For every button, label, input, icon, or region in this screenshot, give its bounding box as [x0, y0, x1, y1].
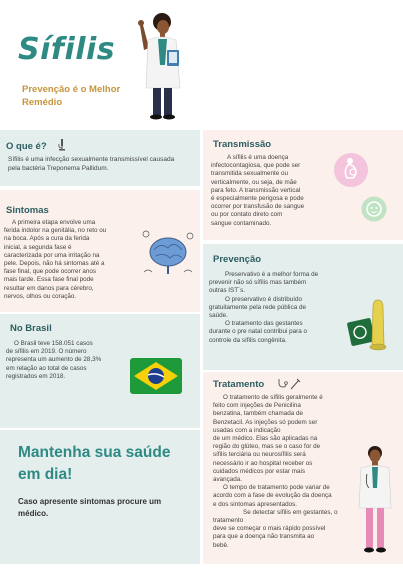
treatment-line: acordo com a fase de evolução da doença — [213, 492, 332, 500]
treatment-line: feito com injeções de Penicilina — [213, 402, 301, 410]
transmission-line: ou por contato direto com — [211, 211, 283, 219]
microscope-icon — [58, 139, 66, 151]
transmission-line: ocorrer por transfusão de sangue — [211, 203, 305, 211]
transmission-line: infectocontagiosa, que pode ser — [211, 162, 301, 170]
symptoms-body — [4, 219, 146, 301]
prevention-line: prevenir não só sífilis mas também — [209, 279, 307, 287]
what-is-title: O que é? — [6, 141, 47, 152]
brazil-card — [0, 314, 200, 428]
transmission-title: Transmissão — [213, 139, 272, 150]
symptoms-title: Sintomas — [6, 205, 49, 216]
treatment-line: cuidados médicos por estar mais — [213, 467, 306, 475]
prevention-body — [209, 271, 347, 345]
prevention-line: outras IST´s. — [209, 287, 246, 295]
brain-illustration — [140, 228, 196, 280]
symptoms-line: inicial, a segunda fase é — [4, 243, 72, 251]
treatment-line: O tempo de tratamento pode variar de — [223, 484, 330, 492]
prevention-line: controle da sífilis congênita. — [209, 336, 287, 344]
page-subtitle: Prevenção é o Melhor Remédio — [22, 84, 121, 108]
condom-illustration — [347, 298, 391, 354]
symptoms-card — [0, 190, 200, 312]
what-is-card — [0, 130, 200, 186]
doctor-standing-illustration — [355, 444, 395, 558]
symptoms-line: nervos, olhos ou coração. — [4, 292, 77, 300]
treatment-line: região do glúteo, mas se o caso for de — [213, 443, 321, 451]
transmission-line: para feto. A transmissão vertical — [211, 186, 301, 194]
stethoscope-syringe-icon — [277, 378, 301, 390]
treatment-line: Benzetacil. As injeções só podem ser — [213, 418, 318, 426]
transmission-body — [211, 154, 341, 228]
prevention-title: Prevenção — [213, 254, 262, 265]
brazil-line: registrados em 2018. — [6, 372, 66, 380]
brazil-title: No Brasil — [10, 323, 52, 334]
treatment-line: sífilis terciária ou neurosífilis será — [213, 451, 306, 459]
brazil-flag-icon — [130, 358, 182, 394]
transmission-card — [203, 130, 403, 240]
transmission-line: A sífilis é uma doença — [227, 154, 289, 161]
transmission-line: verticalmente, ou seja, de mãe — [211, 178, 297, 186]
health-reminder-title: Mantenha sua saúde em dia! — [18, 444, 171, 483]
symptoms-line: pele. Depois, não há sintomas até a — [4, 260, 105, 268]
brazil-line: em relação ao total de casos — [6, 364, 87, 372]
treatment-line: Se detectar sífilis em gestantes, o — [243, 508, 338, 516]
prevention-line: saúde. — [209, 312, 228, 320]
doctor-waving-illustration — [134, 10, 194, 122]
prevention-line: durante o pre natal contribui para o — [209, 328, 308, 336]
health-reminder-subtitle: Caso apresente sintomas procure um médico. — [18, 497, 162, 518]
prevention-line: Preservativo é a melhor forma de — [225, 271, 319, 278]
symptoms-line: mais tarde. Essa fase final pode — [4, 276, 94, 284]
treatment-line: para que a doença não transmita ao — [213, 533, 315, 541]
brazil-line: representa um aumento de 28,3% — [6, 356, 102, 364]
transmission-line: é especialmente perigosa e pode — [211, 195, 304, 203]
brazil-body — [6, 340, 126, 381]
treatment-line: usadas com a indicação — [213, 426, 281, 434]
prevention-line: O tratamento das gestantes — [225, 320, 303, 328]
pregnancy-icon — [333, 152, 369, 188]
symptoms-line: na boca. Após a cura da ferida — [4, 235, 90, 243]
symptoms-line: fase final, que pode ocorrer anos — [4, 268, 97, 276]
treatment-line: tratamento — [213, 517, 244, 525]
symptoms-line: caracterizada por uma irritação na — [4, 251, 100, 259]
prevention-card — [203, 244, 403, 370]
transmission-line: transmitida sexualmente ou — [211, 170, 289, 178]
treatment-line: avançada. — [213, 476, 243, 484]
transmission-line: sangue contaminado. — [211, 219, 272, 227]
treatment-body — [213, 394, 353, 550]
treatment-line: benzatina, também chamada de — [213, 410, 303, 418]
baby-icon — [361, 196, 387, 222]
treatment-card — [203, 372, 403, 564]
treatment-line: deve se começar o mais rápido possível — [213, 525, 326, 533]
health-reminder-card — [0, 430, 200, 564]
treatment-line: bebê. — [213, 541, 229, 549]
treatment-title: Tratamento — [213, 379, 265, 390]
what-is-body: Sífilis é uma infecção sexualmente transmissível causada pela bactéria Treponema Pallidum. — [8, 156, 175, 172]
symptoms-line: resultar em danos para cérebro, — [4, 284, 94, 292]
symptoms-line: ferida indolor na genitália, no reto ou — [4, 227, 107, 235]
page-title: Sífilis — [18, 32, 116, 67]
treatment-line: e dos sintomas apresentados. — [213, 500, 298, 508]
treatment-line: de um médico. Elas são aplicadas na — [213, 435, 318, 443]
brazil-line: O Brasil teve 158.051 casos — [14, 340, 93, 347]
brazil-line: de sífilis em 2019. O número — [6, 348, 87, 356]
treatment-line: necessário ir ao hospital receber os — [213, 459, 313, 467]
prevention-line: gratuitamente pela rede pública de — [209, 303, 306, 311]
treatment-line: O tratamento de sífilis geralmente é — [223, 394, 323, 401]
prevention-line: O preservativo é distribuído — [225, 295, 302, 303]
symptoms-line: A primeira etapa envolve uma — [12, 219, 96, 226]
